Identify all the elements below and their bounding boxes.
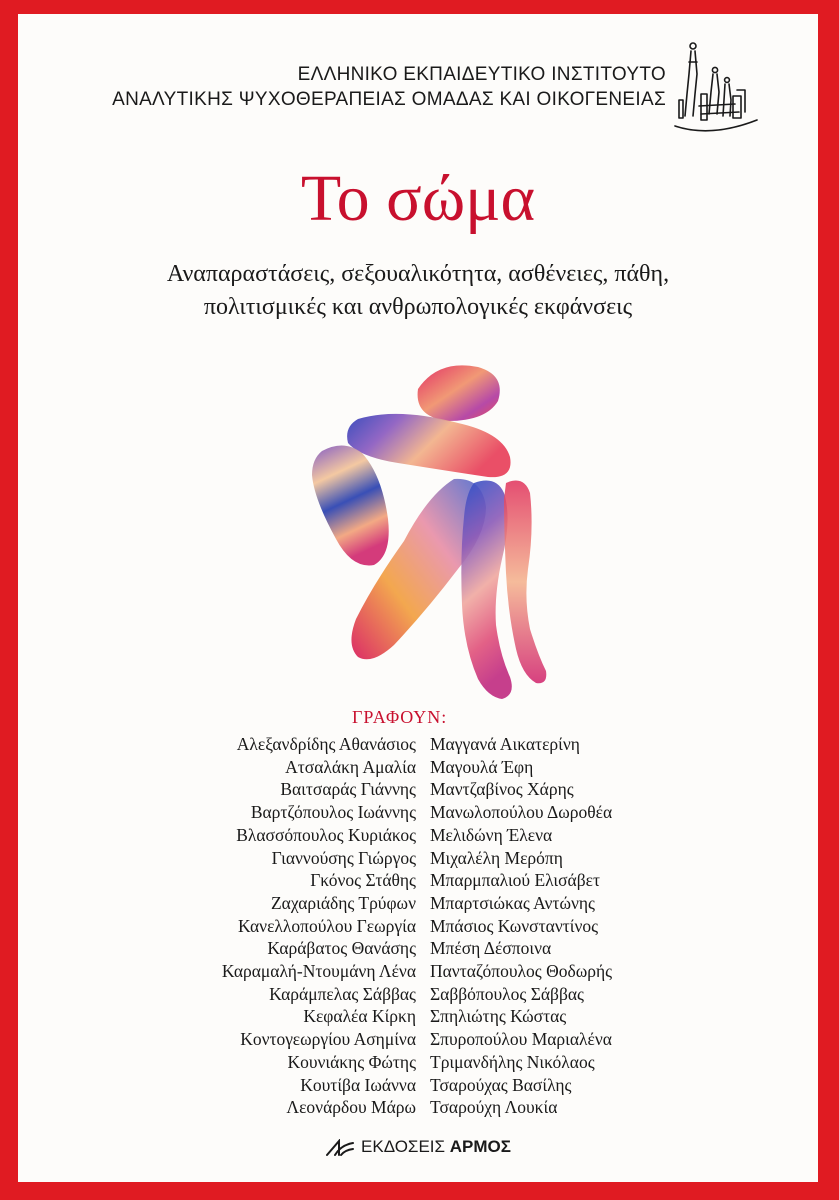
author-name: Καράβατος Θανάσης bbox=[267, 938, 416, 959]
author-name: Κουνιάκης Φώτης bbox=[287, 1051, 416, 1072]
author-name: Βαιτσαράς Γιάννης bbox=[280, 779, 416, 800]
author-name: Γκόνος Στάθης bbox=[310, 870, 416, 891]
figure-shin bbox=[504, 481, 546, 684]
author-name: Κοντογεωργίου Ασημίνα bbox=[240, 1029, 416, 1050]
author-name: Πανταζόπουλος Θοδωρής bbox=[430, 961, 613, 982]
author-name: Μελιδώνη Έλενα bbox=[430, 824, 553, 845]
publisher-name-bold: ΑΡΜΟΣ bbox=[449, 1137, 511, 1156]
author-name: Ατσαλάκη Αμαλία bbox=[285, 756, 416, 777]
author-name: Μπέση Δέσποινα bbox=[430, 938, 552, 959]
author-name: Σπηλιώτης Κώστας bbox=[430, 1006, 567, 1027]
author-name: Τσαρούχη Λουκία bbox=[430, 1097, 558, 1118]
author-name: Μπάσιος Κωνσταντίνος bbox=[430, 915, 599, 936]
author-name: Κανελλοπούλου Γεωργία bbox=[238, 915, 416, 936]
institute-line-2: ΑΝΑΛΥΤΙΚΗΣ ΨΥΧΟΘΕΡΑΠΕΙΑΣ ΟΜΑΔΑΣ ΚΑΙ ΟΙΚΟΓΕΝΕΙΑΣ bbox=[112, 89, 666, 110]
author-name: Κεφαλέα Κίρκη bbox=[303, 1006, 416, 1027]
author-name: Αλεξανδρίδης Αθανάσιος bbox=[236, 734, 416, 754]
subtitle-line-1: Αναπαραστάσεις, σεξουαλικότητα, ασθένειες, πάθη, bbox=[166, 261, 670, 287]
publisher-name-regular: ΕΚΔΟΣΕΙΣ bbox=[361, 1137, 446, 1156]
author-name: Καραμαλή-Ντουμάνη Λένα bbox=[221, 961, 416, 982]
authors-right-column bbox=[430, 733, 770, 1119]
author-name: Λεονάρδου Μάρω bbox=[286, 1097, 416, 1118]
book-cover bbox=[18, 14, 818, 1182]
figures-logo-icon bbox=[671, 34, 761, 134]
subtitle-line-2: πολιτισμικές και ανθρωπολογικές εκφάνσεις bbox=[203, 294, 633, 320]
authors-left-column bbox=[98, 733, 416, 1119]
author-name: Μιχαλέλη Μερόπη bbox=[430, 847, 563, 868]
author-name: Βλασσόπουλος Κυριάκος bbox=[236, 824, 416, 845]
author-name: Μαγουλά Έφη bbox=[430, 756, 534, 777]
author-name: Μαντζαβίνος Χάρης bbox=[430, 779, 574, 800]
watercolor-figure-illustration bbox=[278, 359, 568, 714]
author-name: Μπαρμπαλιού Ελισάβετ bbox=[430, 870, 601, 891]
author-name: Τριμανδήλης Νικόλαος bbox=[430, 1051, 595, 1072]
figure-head bbox=[418, 365, 500, 421]
author-name: Μανωλοπούλου Δωροθέα bbox=[430, 802, 613, 823]
author-name: Σαββόπουλος Σάββας bbox=[430, 983, 584, 1004]
author-name: Τσαρούχας Βασίλης bbox=[430, 1074, 572, 1095]
institute-name bbox=[18, 62, 666, 112]
book-title: Το σώμα bbox=[300, 162, 536, 235]
writers-heading: ΓΡΑΦΟΥΝ: bbox=[352, 707, 448, 727]
author-name: Καράμπελας Σάββας bbox=[269, 983, 416, 1004]
author-name: Γιαννούσης Γιώργος bbox=[271, 847, 416, 868]
author-name: Σπυροπούλου Μαριαλένα bbox=[430, 1029, 612, 1050]
institute-line-1: ΕΛΛΗΝΙΚΟ ΕΚΠΑΙΔΕΥΤΙΚΟ ΙΝΣΤΙΤΟΥΤΟ bbox=[297, 64, 666, 85]
armos-logo-icon bbox=[325, 1139, 355, 1157]
book-subtitle bbox=[18, 258, 818, 324]
author-name: Μαγγανά Αικατερίνη bbox=[430, 734, 580, 754]
author-name: Κουτίβα Ιωάννα bbox=[300, 1074, 416, 1095]
figure-arm bbox=[312, 445, 389, 565]
author-name: Μπαρτσιώκας Αντώνης bbox=[430, 892, 595, 913]
author-name: Βαρτζόπουλος Ιωάννης bbox=[250, 802, 416, 823]
publisher-imprint bbox=[18, 1137, 818, 1157]
author-name: Ζαχαριάδης Τρύφων bbox=[270, 892, 416, 913]
